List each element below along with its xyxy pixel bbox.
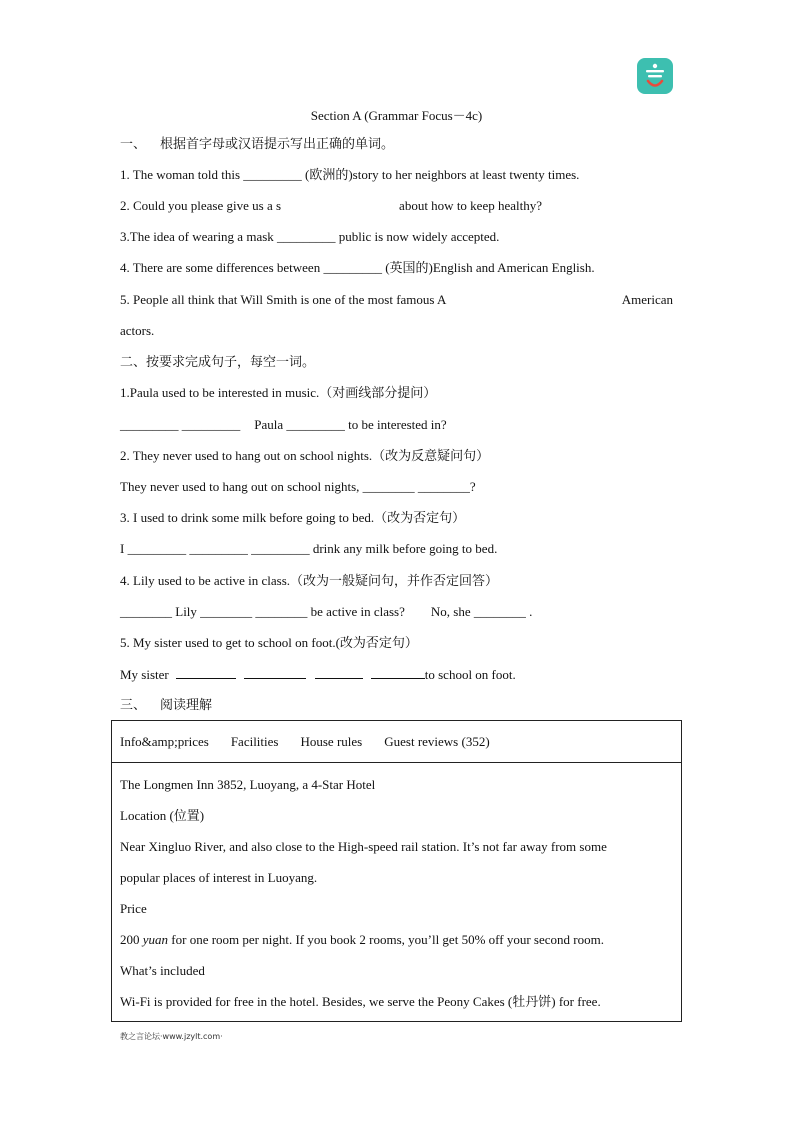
part2-question-5: 5. My sister used to get to school on foot.(改为否定句） — [120, 635, 418, 650]
part1-heading-number: 一、 — [120, 136, 147, 151]
site-logo-icon — [637, 58, 673, 94]
part1-q5-start: 5. People all think that Will Smith is one of the most famous A — [120, 292, 447, 307]
hotel-content-row — [112, 763, 682, 1022]
page-title: Section A (Grammar Focus－4c) — [310, 108, 483, 123]
part2-question-2: 2. They never used to hang out on school nights.（改为反意疑问句） — [120, 448, 490, 463]
part2-answer-1 — [120, 417, 447, 433]
price-unit: yuan — [142, 932, 169, 947]
part3-heading-text: 阅读理解 — [160, 697, 213, 712]
hotel-content-cell — [112, 763, 682, 1022]
hotel-info-table — [111, 720, 682, 1022]
part1-question-2 — [120, 198, 542, 214]
hotel-name: The Longmen Inn 3852, Luoyang, a 4-Star Hotel — [120, 777, 376, 792]
hotel-tabs-row — [112, 721, 682, 763]
tab-guest-reviews: Guest reviews (352) — [384, 733, 490, 749]
part2-question-3: 3. I used to drink some milk before going to bed.（改为否定句） — [120, 510, 466, 525]
part2-a1-rest: Paula _________ to be interested in? — [254, 417, 447, 432]
part2-heading: 二、按要求完成句子，每空一词。 — [120, 354, 316, 369]
included-text: Wi-Fi is provided for free in the hotel. Besides, we serve the Peony Cakes (牡丹饼) for free. — [120, 994, 601, 1009]
part1-question-4: 4. There are some differences between _________ (英国的)English and American English. — [120, 260, 595, 275]
part2-answer-3: I _________ _________ _________ drink any milk before going to bed. — [120, 541, 498, 556]
part3-heading — [120, 697, 212, 713]
tab-house-rules: House rules — [300, 733, 363, 749]
location-text-1: Near Xingluo River, and also close to the High-speed rail station. It’s not far away from some — [120, 839, 607, 854]
part2-question-1: 1.Paula used to be interested in music.（对画线部分提问） — [120, 385, 437, 400]
part3-heading-number: 三、 — [120, 697, 147, 712]
part2-a5-start: My sister — [120, 667, 169, 682]
answer-blank — [176, 666, 236, 679]
part1-q5-end: American — [621, 292, 673, 307]
part1-question-5 — [120, 292, 673, 308]
part1-q5-continuation: actors. — [120, 323, 155, 338]
location-label: Location (位置) — [120, 808, 205, 823]
part2-answer-2: They never used to hang out on school nights, ________ ________? — [120, 479, 476, 494]
part2-a5-end: to school on foot. — [424, 667, 516, 682]
price-text — [120, 924, 673, 955]
part1-heading — [120, 136, 394, 152]
price-label: Price — [120, 901, 147, 916]
answer-blank — [244, 666, 306, 679]
price-rest: for one room per night. If you book 2 rooms, you’ll get 50% off your second room. — [168, 932, 604, 947]
part2-a4-question: ________ Lily ________ ________ be active in class? — [120, 604, 405, 619]
part2-question-4: 4. Lily used to be active in class.（改为一般疑问句，并作否定回答） — [120, 573, 499, 588]
part2-a1-blanks: _________ _________ — [120, 417, 241, 432]
answer-blank — [315, 666, 363, 679]
part2-a4-reply: No, she ________ . — [430, 604, 533, 619]
part2-answer-4 — [120, 604, 532, 620]
part1-question-3: 3.The idea of wearing a mask _________ public is now widely accepted. — [120, 229, 500, 244]
part1-question-1: 1. The woman told this _________ (欧洲的)story to her neighbors at least twenty times. — [120, 167, 580, 182]
answer-blank — [371, 666, 425, 679]
part1-q2-end: about how to keep healthy? — [399, 198, 543, 213]
part2-answer-5 — [120, 666, 516, 683]
hotel-tabs-cell — [112, 721, 682, 763]
footer-watermark: 教之言论坛·www.jzylt.com· — [120, 1032, 223, 1041]
location-text-2: popular places of interest in Luoyang. — [120, 870, 318, 885]
part1-heading-text: 根据首字母或汉语提示写出正确的单词。 — [160, 136, 395, 151]
part1-q2-start: 2. Could you please give us a s — [120, 198, 282, 213]
tab-info-prices: Info&amp;prices — [120, 733, 209, 749]
price-number: 200 — [120, 932, 143, 947]
included-label: What’s included — [120, 963, 205, 978]
tab-facilities: Facilities — [230, 733, 279, 749]
